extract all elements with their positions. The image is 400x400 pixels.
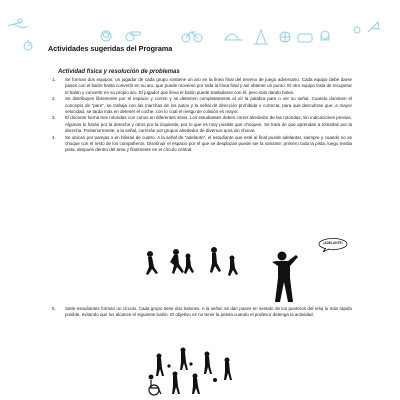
teacher-figure bbox=[262, 250, 302, 306]
activity-text: Siete estudiantes forman un círculo. Cada grupo tiene dos balones. A la señal, se dan pases en sentido de los punteros del reloj lo más rápido posible, evitando que los alcance el siguiente balón. El objetivo es no tener la pelota cuando el profesor detenga la actividad. bbox=[65, 306, 352, 318]
soccer-ball-icon bbox=[101, 31, 111, 41]
activity-item bbox=[52, 115, 352, 134]
swimmer-icon bbox=[8, 19, 28, 28]
activity-item bbox=[52, 135, 352, 154]
speech-bubble-text: ¡ADELANTE! bbox=[323, 241, 343, 245]
stopwatch-icon bbox=[24, 40, 32, 50]
students-circle-illustration bbox=[145, 340, 275, 398]
section-subtitle: Actividad física y resolución de problemas bbox=[58, 69, 180, 75]
activity-number: 1. bbox=[52, 77, 56, 82]
activity-number: 2. bbox=[52, 96, 56, 102]
running-children-illustration bbox=[140, 246, 250, 286]
activity-number: 3. bbox=[52, 115, 56, 121]
activity-item bbox=[52, 77, 352, 96]
bicycle-icon bbox=[182, 32, 202, 42]
activity-text: Se distribuyen libremente por el espacio y corren y se detienen completamente al oír la palabra pare o ver su señal. Cuando dominen el concepto de "pare", se trabaja con las marchas de los autos y la señal de dirección prohibida o correcta, para que descubran que, a mayor velocidad, se tarda más en detener el coche, con lo cual el riesgo de colisión es mayor. bbox=[65, 96, 352, 115]
mat-icon bbox=[298, 34, 312, 42]
ball-icon bbox=[354, 27, 360, 33]
rocket-icon bbox=[368, 22, 379, 32]
page-title: Actividades sugeridas del Programa bbox=[48, 44, 173, 53]
activity-number: 5. bbox=[52, 306, 56, 311]
cone-icon bbox=[254, 30, 268, 44]
activities-list bbox=[52, 77, 352, 154]
whistle-icon bbox=[126, 32, 140, 41]
activity-text: El docente forma tres rotondas con conos en diferentes sitios. Los estudiantes deben correr alrededor de las rotondas, sin indicaciones previas. Algunos lo harán por la derecha y otros por la izquierda, por lo que es muy posible que choquen. Se trata de que aprendan a tomarlas por la derecha. Posteriormente, a la señal, correrán por grupos alrededor de diversos aros sin chocar. bbox=[65, 115, 352, 134]
activity-item bbox=[52, 96, 352, 115]
activity-text: Se ubican por parejas o en hileras de cuatro. A la señal de "adelante", el estudiante que esté al final puede adelantar, siempre y cuando no se choque con el resto de los compañeros. Disminuir el espacio por el que se desplazan puede ser la variante: primero toda la pista, luego media pista, después dentro del área y finalmente en el círculo central. bbox=[65, 134, 352, 153]
activity-text: Se forman dos equipos; un jugador de cada grupo sostiene un aro en la línea final del terreno de juego adversario. Cada equipo debe darse pases con el balón hasta convertir en su aro, que puede moverse por toda la línea final y así obtener un punto. El otro equipo trata de recuperar el balón y convertir en su propio aro. El jugador que lleva el balón puede trasladarse con él, pero solo dando botes. bbox=[65, 77, 352, 95]
basketball-icon bbox=[280, 32, 290, 42]
activity-item bbox=[52, 306, 352, 319]
cap-icon bbox=[225, 34, 243, 40]
hoop-icon bbox=[321, 31, 329, 40]
wheelchair-icon bbox=[149, 375, 161, 395]
activity-number: 4. bbox=[52, 134, 56, 140]
